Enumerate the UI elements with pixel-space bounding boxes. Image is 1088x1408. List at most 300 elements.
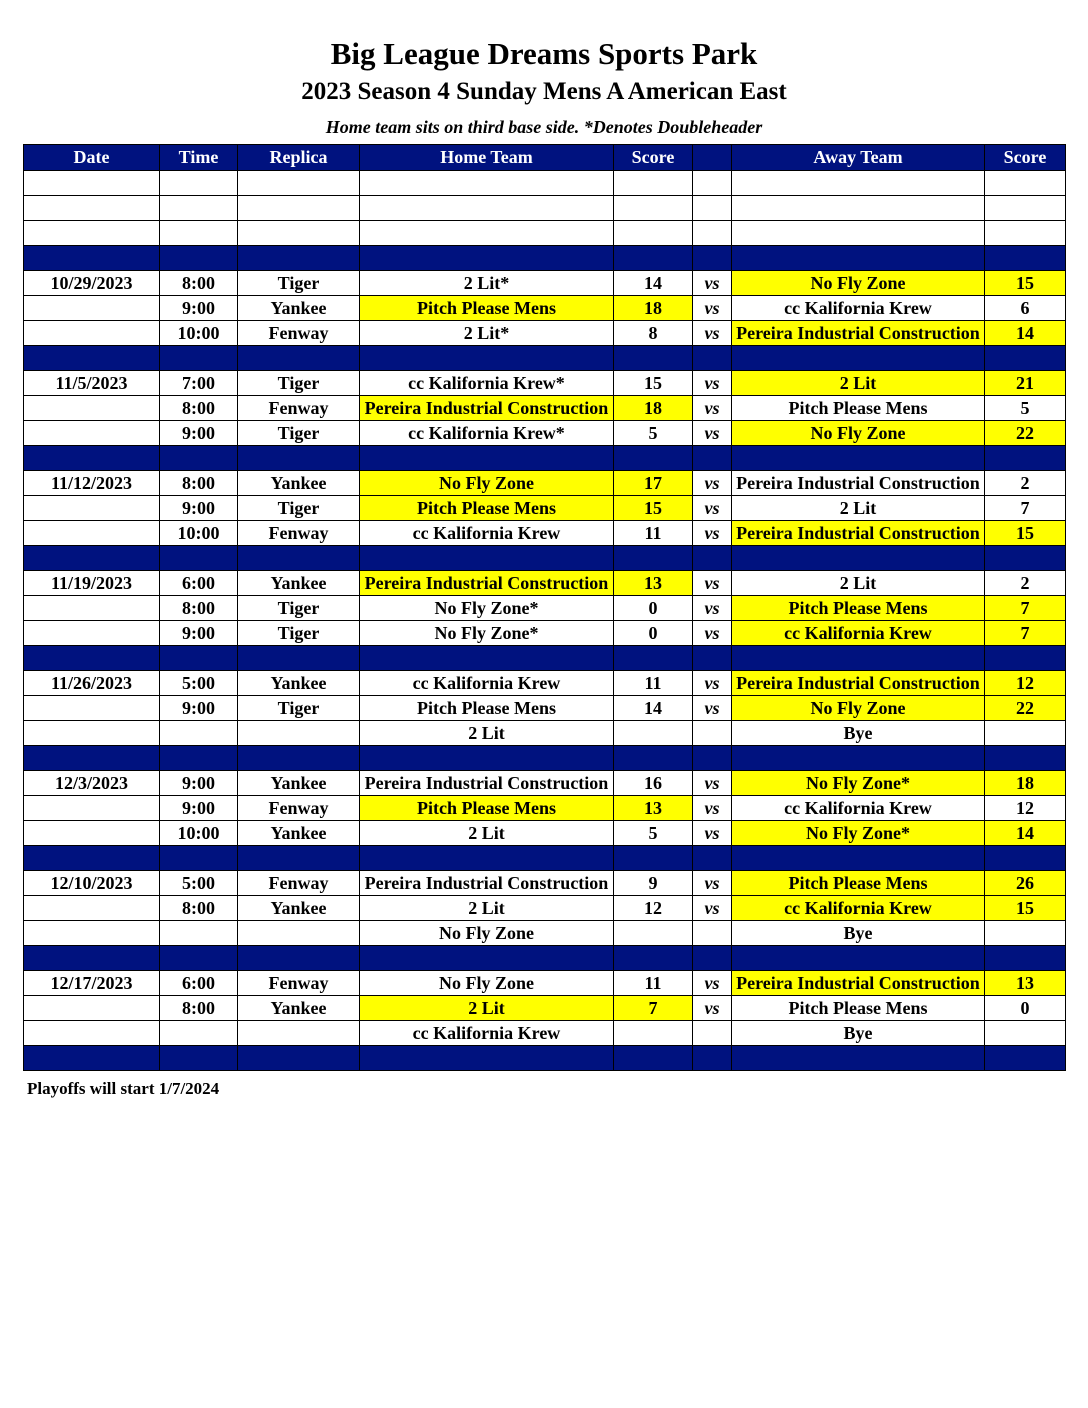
game-row <box>24 821 1066 846</box>
separator-cell <box>693 846 732 871</box>
home-team-cell: Pitch Please Mens <box>360 296 614 321</box>
away-score-cell: 21 <box>985 371 1066 396</box>
away-score-cell: 7 <box>985 621 1066 646</box>
away-team-cell: Pereira Industrial Construction <box>732 471 985 496</box>
date-cell <box>24 596 160 621</box>
bye-row <box>24 721 1066 746</box>
replica-cell: Tiger <box>238 271 360 296</box>
blank-cell <box>614 171 693 196</box>
vs-cell: vs <box>693 621 732 646</box>
time-cell: 8:00 <box>160 996 238 1021</box>
home-score-cell: 17 <box>614 471 693 496</box>
away-score-cell: 2 <box>985 571 1066 596</box>
separator-cell <box>985 246 1066 271</box>
col-time-header: Time <box>160 145 238 171</box>
home-score-cell: 11 <box>614 971 693 996</box>
vs-cell: vs <box>693 896 732 921</box>
date-cell <box>24 821 160 846</box>
separator-cell <box>238 1046 360 1071</box>
time-cell: 6:00 <box>160 971 238 996</box>
blank-cell <box>693 221 732 246</box>
away-score-cell <box>985 1021 1066 1046</box>
time-cell <box>160 921 238 946</box>
separator-cell <box>238 846 360 871</box>
col-vs-header <box>693 145 732 171</box>
date-cell: 12/3/2023 <box>24 771 160 796</box>
vs-cell: vs <box>693 771 732 796</box>
separator-cell <box>160 846 238 871</box>
separator-cell <box>360 1046 614 1071</box>
replica-cell <box>238 921 360 946</box>
date-cell <box>24 921 160 946</box>
separator-cell <box>238 546 360 571</box>
away-team-cell: Pereira Industrial Construction <box>732 521 985 546</box>
separator-cell <box>985 746 1066 771</box>
home-score-cell: 15 <box>614 496 693 521</box>
away-score-cell: 18 <box>985 771 1066 796</box>
home-team-cell: cc Kalifornia Krew* <box>360 421 614 446</box>
blank-cell <box>24 171 160 196</box>
vs-cell <box>693 721 732 746</box>
away-score-cell: 22 <box>985 421 1066 446</box>
home-team-cell: Pitch Please Mens <box>360 796 614 821</box>
home-team-cell: No Fly Zone* <box>360 596 614 621</box>
separator-cell <box>24 246 160 271</box>
replica-cell: Tiger <box>238 596 360 621</box>
week-separator-row <box>24 446 1066 471</box>
home-score-cell: 13 <box>614 796 693 821</box>
date-cell <box>24 296 160 321</box>
separator-cell <box>160 446 238 471</box>
blank-cell <box>693 196 732 221</box>
separator-cell <box>732 546 985 571</box>
separator-cell <box>360 346 614 371</box>
vs-cell: vs <box>693 971 732 996</box>
date-cell <box>24 621 160 646</box>
home-score-cell: 15 <box>614 371 693 396</box>
separator-cell <box>24 946 160 971</box>
replica-cell: Yankee <box>238 571 360 596</box>
game-row <box>24 696 1066 721</box>
game-row <box>24 896 1066 921</box>
game-row <box>24 771 1066 796</box>
separator-cell <box>160 346 238 371</box>
home-team-cell: Pitch Please Mens <box>360 496 614 521</box>
separator-cell <box>360 746 614 771</box>
separator-cell <box>238 346 360 371</box>
away-team-cell: Bye <box>732 921 985 946</box>
blank-cell <box>693 171 732 196</box>
separator-cell <box>985 846 1066 871</box>
away-team-cell: cc Kalifornia Krew <box>732 621 985 646</box>
separator-cell <box>693 546 732 571</box>
blank-cell <box>160 196 238 221</box>
bye-row <box>24 1021 1066 1046</box>
game-row <box>24 396 1066 421</box>
away-score-cell: 6 <box>985 296 1066 321</box>
away-team-cell: cc Kalifornia Krew <box>732 896 985 921</box>
home-score-cell: 11 <box>614 521 693 546</box>
separator-cell <box>614 346 693 371</box>
vs-cell: vs <box>693 996 732 1021</box>
home-team-cell: 2 Lit <box>360 896 614 921</box>
time-cell: 5:00 <box>160 871 238 896</box>
date-cell: 12/10/2023 <box>24 871 160 896</box>
away-score-cell: 0 <box>985 996 1066 1021</box>
separator-cell <box>238 746 360 771</box>
vs-cell: vs <box>693 421 732 446</box>
date-cell <box>24 796 160 821</box>
replica-cell <box>238 721 360 746</box>
away-score-cell <box>985 721 1066 746</box>
col-away-team-header: Away Team <box>732 145 985 171</box>
away-score-cell: 22 <box>985 696 1066 721</box>
away-team-cell: No Fly Zone <box>732 696 985 721</box>
separator-cell <box>985 446 1066 471</box>
away-team-cell: No Fly Zone* <box>732 821 985 846</box>
time-cell: 9:00 <box>160 796 238 821</box>
home-team-cell: cc Kalifornia Krew <box>360 671 614 696</box>
replica-cell <box>238 1021 360 1046</box>
date-cell <box>24 1021 160 1046</box>
away-team-cell: 2 Lit <box>732 571 985 596</box>
game-row <box>24 871 1066 896</box>
away-team-cell: No Fly Zone <box>732 271 985 296</box>
separator-cell <box>24 646 160 671</box>
home-team-cell: 2 Lit <box>360 721 614 746</box>
home-team-cell: No Fly Zone* <box>360 621 614 646</box>
vs-cell: vs <box>693 321 732 346</box>
away-team-cell: cc Kalifornia Krew <box>732 796 985 821</box>
time-cell: 9:00 <box>160 771 238 796</box>
game-row <box>24 271 1066 296</box>
time-cell: 10:00 <box>160 321 238 346</box>
replica-cell: Tiger <box>238 371 360 396</box>
vs-cell: vs <box>693 521 732 546</box>
separator-cell <box>614 646 693 671</box>
date-cell <box>24 721 160 746</box>
page-subtitle: 2023 Season 4 Sunday Mens A American East <box>301 78 787 105</box>
blank-cell <box>614 196 693 221</box>
time-cell <box>160 1021 238 1046</box>
blank-cell <box>985 171 1066 196</box>
time-cell <box>160 721 238 746</box>
date-cell: 11/26/2023 <box>24 671 160 696</box>
away-team-cell: Pitch Please Mens <box>732 996 985 1021</box>
time-cell: 8:00 <box>160 271 238 296</box>
time-cell: 9:00 <box>160 496 238 521</box>
separator-cell <box>238 246 360 271</box>
separator-cell <box>24 546 160 571</box>
away-score-cell: 26 <box>985 871 1066 896</box>
separator-cell <box>732 846 985 871</box>
separator-cell <box>614 846 693 871</box>
vs-cell: vs <box>693 371 732 396</box>
away-team-cell: Pitch Please Mens <box>732 871 985 896</box>
separator-cell <box>614 946 693 971</box>
separator-cell <box>238 946 360 971</box>
home-team-cell: cc Kalifornia Krew* <box>360 371 614 396</box>
replica-cell: Yankee <box>238 896 360 921</box>
home-score-cell <box>614 1021 693 1046</box>
separator-cell <box>985 346 1066 371</box>
home-score-cell: 8 <box>614 321 693 346</box>
blank-cell <box>985 221 1066 246</box>
separator-cell <box>160 946 238 971</box>
vs-cell: vs <box>693 671 732 696</box>
replica-cell: Fenway <box>238 321 360 346</box>
week-separator-row <box>24 346 1066 371</box>
date-cell <box>24 896 160 921</box>
date-cell: 10/29/2023 <box>24 271 160 296</box>
replica-cell: Fenway <box>238 521 360 546</box>
home-team-cell: No Fly Zone <box>360 971 614 996</box>
away-team-cell: Pitch Please Mens <box>732 396 985 421</box>
blank-row <box>24 171 1066 196</box>
separator-cell <box>732 746 985 771</box>
home-score-cell: 12 <box>614 896 693 921</box>
blank-row <box>24 196 1066 221</box>
blank-cell <box>360 221 614 246</box>
time-cell: 8:00 <box>160 396 238 421</box>
schedule-note: Home team sits on third base side. *Denotes Doubleheader <box>325 117 763 137</box>
separator-cell <box>160 1046 238 1071</box>
separator-cell <box>693 346 732 371</box>
separator-cell <box>160 746 238 771</box>
blank-cell <box>238 196 360 221</box>
separator-cell <box>614 246 693 271</box>
table-header-row <box>24 145 1066 171</box>
game-row <box>24 671 1066 696</box>
replica-cell: Yankee <box>238 471 360 496</box>
home-score-cell: 7 <box>614 996 693 1021</box>
blank-cell <box>732 221 985 246</box>
home-score-cell: 14 <box>614 696 693 721</box>
away-team-cell: cc Kalifornia Krew <box>732 296 985 321</box>
page-title: Big League Dreams Sports Park <box>330 36 758 71</box>
home-team-cell: 2 Lit* <box>360 321 614 346</box>
away-team-cell: No Fly Zone* <box>732 771 985 796</box>
blank-cell <box>238 171 360 196</box>
separator-cell <box>360 546 614 571</box>
home-score-cell <box>614 921 693 946</box>
separator-cell <box>24 1046 160 1071</box>
game-row <box>24 996 1066 1021</box>
blank-cell <box>160 221 238 246</box>
separator-cell <box>693 646 732 671</box>
separator-cell <box>985 946 1066 971</box>
time-cell: 9:00 <box>160 621 238 646</box>
replica-cell: Tiger <box>238 496 360 521</box>
separator-cell <box>985 646 1066 671</box>
home-score-cell: 16 <box>614 771 693 796</box>
blank-cell <box>732 196 985 221</box>
date-cell <box>24 321 160 346</box>
home-score-cell: 18 <box>614 396 693 421</box>
separator-cell <box>693 946 732 971</box>
blank-cell <box>24 221 160 246</box>
separator-cell <box>24 746 160 771</box>
week-separator-row <box>24 946 1066 971</box>
replica-cell: Yankee <box>238 821 360 846</box>
replica-cell: Fenway <box>238 396 360 421</box>
separator-cell <box>985 1046 1066 1071</box>
separator-cell <box>732 346 985 371</box>
vs-cell: vs <box>693 696 732 721</box>
time-cell: 9:00 <box>160 696 238 721</box>
home-score-cell: 18 <box>614 296 693 321</box>
away-score-cell: 15 <box>985 896 1066 921</box>
separator-cell <box>360 446 614 471</box>
separator-cell <box>732 946 985 971</box>
home-score-cell: 5 <box>614 821 693 846</box>
time-cell: 8:00 <box>160 896 238 921</box>
home-score-cell: 9 <box>614 871 693 896</box>
home-team-cell: Pereira Industrial Construction <box>360 571 614 596</box>
date-cell <box>24 996 160 1021</box>
game-row <box>24 796 1066 821</box>
away-score-cell: 14 <box>985 821 1066 846</box>
away-score-cell: 7 <box>985 496 1066 521</box>
away-team-cell: Bye <box>732 721 985 746</box>
separator-cell <box>732 646 985 671</box>
vs-cell: vs <box>693 571 732 596</box>
replica-cell: Fenway <box>238 871 360 896</box>
away-score-cell: 14 <box>985 321 1066 346</box>
game-row <box>24 971 1066 996</box>
blank-cell <box>160 171 238 196</box>
away-team-cell: Pereira Industrial Construction <box>732 671 985 696</box>
col-replica-header: Replica <box>238 145 360 171</box>
separator-cell <box>160 546 238 571</box>
blank-cell <box>360 171 614 196</box>
vs-cell: vs <box>693 871 732 896</box>
home-score-cell: 0 <box>614 621 693 646</box>
separator-cell <box>732 1046 985 1071</box>
home-score-cell: 11 <box>614 671 693 696</box>
vs-cell: vs <box>693 496 732 521</box>
time-cell: 9:00 <box>160 421 238 446</box>
replica-cell: Yankee <box>238 996 360 1021</box>
week-separator-row <box>24 1046 1066 1071</box>
vs-cell: vs <box>693 596 732 621</box>
separator-cell <box>693 746 732 771</box>
separator-cell <box>693 1046 732 1071</box>
week-separator-row <box>24 246 1066 271</box>
separator-cell <box>614 746 693 771</box>
game-row <box>24 421 1066 446</box>
time-cell: 5:00 <box>160 671 238 696</box>
blank-cell <box>985 196 1066 221</box>
date-cell <box>24 496 160 521</box>
col-home-score-header: Score <box>614 145 693 171</box>
home-team-cell: No Fly Zone <box>360 471 614 496</box>
separator-cell <box>732 446 985 471</box>
replica-cell: Fenway <box>238 796 360 821</box>
separator-cell <box>238 446 360 471</box>
home-score-cell: 0 <box>614 596 693 621</box>
date-cell: 12/17/2023 <box>24 971 160 996</box>
away-score-cell: 7 <box>985 596 1066 621</box>
separator-cell <box>693 246 732 271</box>
separator-cell <box>732 246 985 271</box>
separator-cell <box>360 846 614 871</box>
week-separator-row <box>24 846 1066 871</box>
replica-cell: Tiger <box>238 421 360 446</box>
home-team-cell: cc Kalifornia Krew <box>360 1021 614 1046</box>
date-cell <box>24 696 160 721</box>
replica-cell: Yankee <box>238 771 360 796</box>
time-cell: 9:00 <box>160 296 238 321</box>
blank-cell <box>24 196 160 221</box>
date-cell <box>24 421 160 446</box>
playoffs-note: Playoffs will start 1/7/2024 <box>27 1079 220 1098</box>
away-score-cell: 15 <box>985 521 1066 546</box>
separator-cell <box>360 946 614 971</box>
vs-cell: vs <box>693 821 732 846</box>
game-row <box>24 371 1066 396</box>
away-score-cell: 13 <box>985 971 1066 996</box>
replica-cell: Yankee <box>238 296 360 321</box>
away-team-cell: 2 Lit <box>732 371 985 396</box>
game-row <box>24 496 1066 521</box>
away-score-cell: 12 <box>985 671 1066 696</box>
vs-cell: vs <box>693 396 732 421</box>
replica-cell: Yankee <box>238 671 360 696</box>
away-score-cell: 12 <box>985 796 1066 821</box>
away-score-cell <box>985 921 1066 946</box>
time-cell: 6:00 <box>160 571 238 596</box>
col-home-team-header: Home Team <box>360 145 614 171</box>
separator-cell <box>360 646 614 671</box>
time-cell: 8:00 <box>160 596 238 621</box>
replica-cell: Tiger <box>238 696 360 721</box>
separator-cell <box>985 546 1066 571</box>
time-cell: 7:00 <box>160 371 238 396</box>
date-cell: 11/5/2023 <box>24 371 160 396</box>
replica-cell: Tiger <box>238 621 360 646</box>
schedule-table <box>23 144 1066 1071</box>
home-score-cell <box>614 721 693 746</box>
game-row <box>24 596 1066 621</box>
week-separator-row <box>24 746 1066 771</box>
separator-cell <box>238 646 360 671</box>
game-row <box>24 621 1066 646</box>
game-row <box>24 521 1066 546</box>
home-team-cell: Pereira Industrial Construction <box>360 396 614 421</box>
away-team-cell: Pitch Please Mens <box>732 596 985 621</box>
col-date-header: Date <box>24 145 160 171</box>
home-team-cell: 2 Lit* <box>360 271 614 296</box>
time-cell: 10:00 <box>160 521 238 546</box>
home-team-cell: 2 Lit <box>360 996 614 1021</box>
separator-cell <box>24 446 160 471</box>
date-cell: 11/12/2023 <box>24 471 160 496</box>
separator-cell <box>614 1046 693 1071</box>
separator-cell <box>693 446 732 471</box>
home-team-cell: No Fly Zone <box>360 921 614 946</box>
away-team-cell: Pereira Industrial Construction <box>732 971 985 996</box>
blank-cell <box>238 221 360 246</box>
blank-row <box>24 221 1066 246</box>
separator-cell <box>24 846 160 871</box>
week-separator-row <box>24 646 1066 671</box>
date-cell <box>24 521 160 546</box>
home-team-cell: Pitch Please Mens <box>360 696 614 721</box>
schedule-body <box>24 171 1066 1071</box>
away-team-cell: Pereira Industrial Construction <box>732 321 985 346</box>
game-row <box>24 296 1066 321</box>
